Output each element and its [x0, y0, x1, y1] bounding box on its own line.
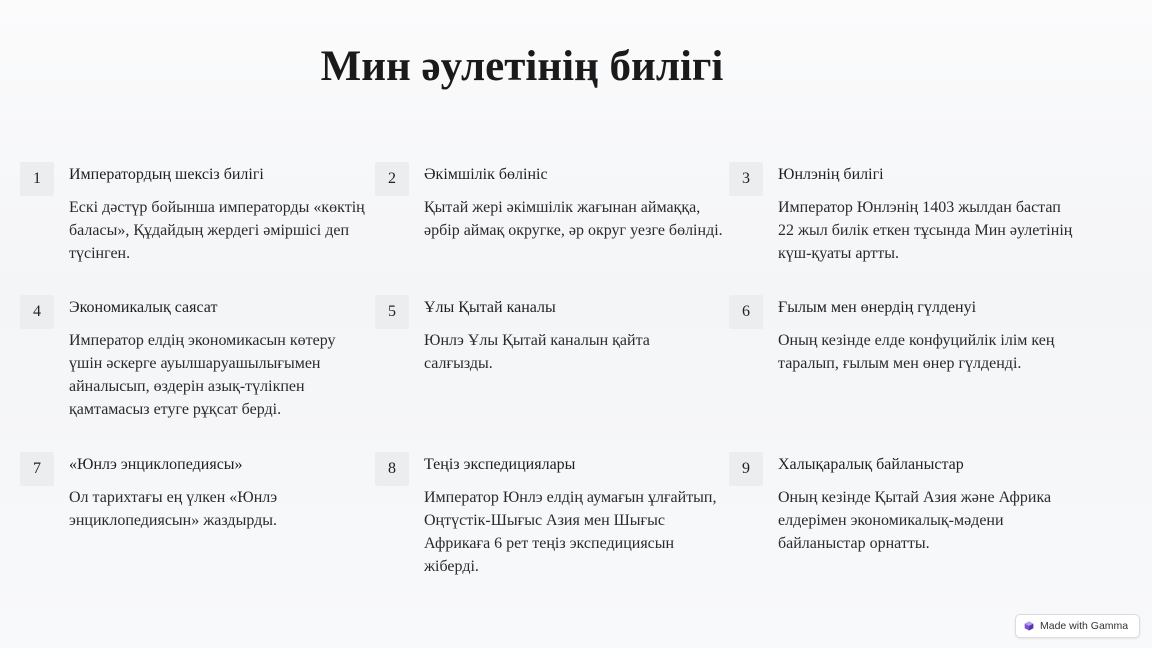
card-number: 4	[20, 295, 54, 329]
card-text: Ескі дәстүр бойынша императорды «көктің баласы», Құдайдың жердегі әміршісі деп түсінген.	[69, 199, 365, 262]
card-text: Юнлэ Ұлы Қытай каналын қайта салғызды.	[424, 332, 650, 372]
card-text: Император Юнлэнің 1403 жылдан бастап 22 жыл билік еткен тұсында Мин әулетінің күш-қуаты артты.	[778, 199, 1073, 262]
card-title: Теңіз экспедициялары	[424, 456, 576, 473]
card-title: Ұлы Қытай каналы	[424, 299, 556, 316]
card-number: 6	[729, 295, 763, 329]
card-title: «Юнлэ энциклопедиясы»	[69, 456, 243, 473]
card-text: Император Юнлэ елдің аумағын ұлғайтып, Оңтүстік-Шығыс Азия мен Шығыс Африкаға 6 рет теңіз экспедициясын жіберді.	[424, 489, 717, 575]
card-number: 5	[375, 295, 409, 329]
card-title: Юнлэнің билігі	[778, 166, 884, 183]
gamma-logo-icon	[1024, 621, 1034, 631]
card-title: Экономикалық саясат	[69, 299, 218, 316]
card-title: Ғылым мен өнердің гүлденуі	[778, 299, 977, 316]
made-with-gamma-badge[interactable]	[1015, 614, 1140, 638]
badge-label: Made with Gamma	[1040, 620, 1129, 632]
card-text: Қытай жері әкімшілік жағынан аймаққа, әрбір аймақ округке, әр округ уезге бөлінді.	[424, 199, 723, 239]
card-number: 7	[20, 452, 54, 486]
card-number: 3	[729, 162, 763, 196]
card-title: Императордың шексіз билігі	[69, 166, 264, 183]
card-text: Оның кезінде елде конфуцийлік ілім кең таралып, ғылым мен өнер гүлденді.	[778, 332, 1055, 372]
card-number: 2	[375, 162, 409, 196]
card-title: Әкімшілік бөлініс	[424, 166, 548, 183]
card-text: Ол тарихтағы ең үлкен «Юнлэ энциклопедиясын» жаздырды.	[69, 489, 278, 529]
card-text: Оның кезінде Қытай Азия және Африка елдерімен экономикалық-мәдени байланыстар орнатты.	[778, 489, 1052, 552]
card-number: 9	[729, 452, 763, 486]
card-number: 1	[20, 162, 54, 196]
card-number: 8	[375, 452, 409, 486]
card-text: Император елдің экономикасын көтеру үшін әскерге ауылшаруашылығымен айналысып, өздерін азық-түлікпен қамтамасыз етуге рұқсат берді.	[69, 332, 336, 418]
card-grid	[20, 160, 1130, 590]
card-title: Халықаралық байланыстар	[778, 456, 964, 473]
page-title: Мин әулетінің билігі	[320, 43, 724, 90]
